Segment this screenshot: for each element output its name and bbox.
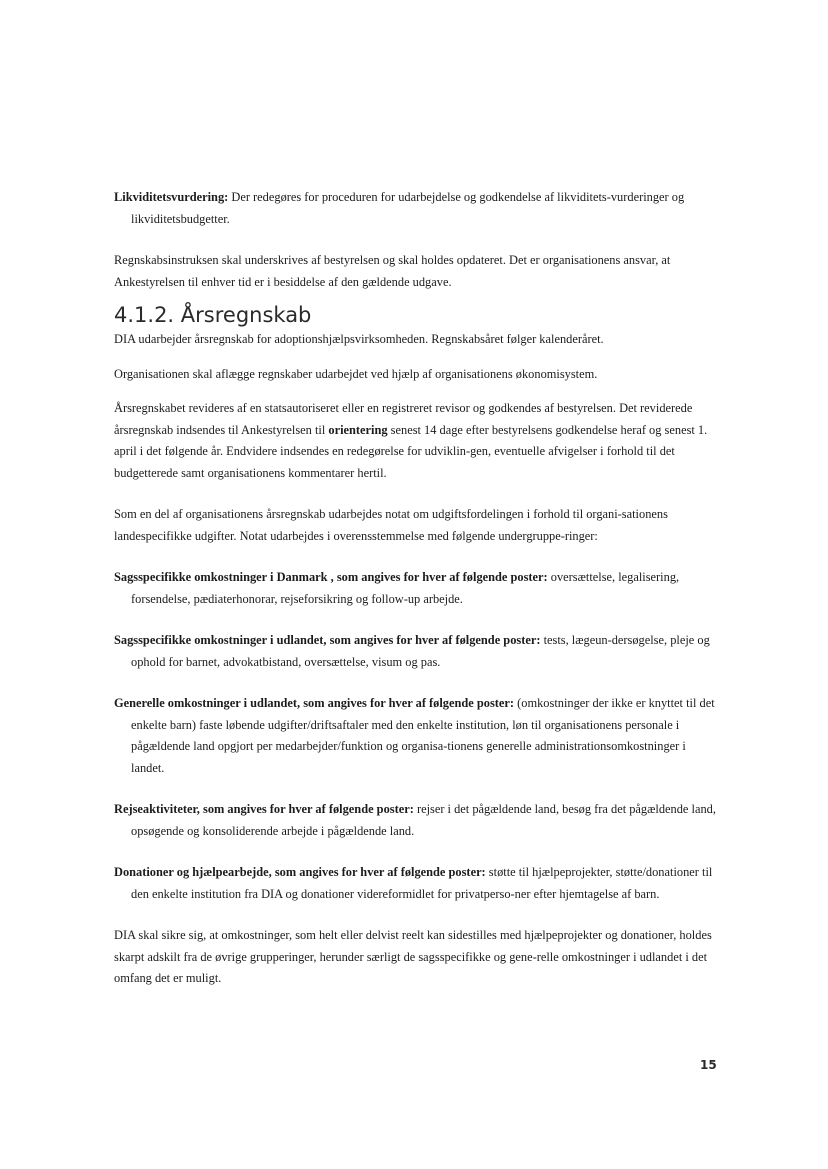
annual-report-intro: DIA udarbejder årsregnskab for adoptionshjælpsvirksomheden. Regnskabsåret følger kalenderåret. <box>114 332 604 346</box>
page-content <box>114 187 720 990</box>
audit-bold-word: orientering <box>328 422 388 437</box>
category-item <box>114 693 720 779</box>
category-lead: Generelle omkostninger i udlandet, som angives for hver af følgende poster: <box>114 696 515 710</box>
category-item <box>114 799 720 842</box>
audit-text-a: Årsregnskabet revideres af en statsautoriseret eller en registreret revisor og godkendes af bestyrelsen. Det reviderede årsregnskab indsendes til Ankestyrelsen til <box>114 401 693 437</box>
organisation-reports-paragraph: Organisationen skal aflægge regnskaber udarbejdet ved hjælp af organisationens økonomisystem. <box>114 366 598 381</box>
accounting-instructions-paragraph: Regnskabsinstruksen skal underskrives af bestyrelsen og skal holdes opdateret. Det er organisationens ansvar, at Ankestyrelsen til enhver tid er i besiddelse af den gældende udgave. <box>114 253 671 289</box>
audit-text-b: senest 14 dage efter bestyrelsens godkendelse heraf og senest 1. april i det følgende år. Endvidere indsendes en redegørelse for udviklin-gen, eventuelle afvigelser i forhold til det budgetterede samt organisationens kommentarer hertil. <box>114 422 708 480</box>
category-text: tests, lægeun-dersøgelse, pleje og ophold for barnet, advokatbistand, oversættelse, visum og pas. <box>131 633 710 669</box>
category-text: støtte til hjælpeprojekter, støtte/donationer til den enkelte institution fra DIA og donationer videreformidlet for privatperso-ner efter hjemtagelse af barn. <box>131 865 713 901</box>
category-lead: Sagsspecifikke omkostninger i udlandet, som angives for hver af følgende poster: <box>114 633 541 647</box>
expense-memo-paragraph: Som en del af organisationens årsregnskab udarbejdes notat om udgiftsfordelingen i forhold til organi-sationens landespecifikke udgifter. Notat udarbejdes i overensstemmelse med følgende undergruppe-ringer: <box>114 507 668 543</box>
category-item <box>114 567 720 610</box>
liquidity-assessment-paragraph <box>114 187 720 230</box>
category-text: rejser i det pågældende land, besøg fra det pågældende land, opsøgende og konsoliderende arbejde i pågældende land. <box>131 802 716 838</box>
category-text: (omkostninger der ikke er knyttet til det enkelte barn) faste løbende udgifter/driftsaftaler med den enkelte institution, løn til organisationens personale i pågældende land opgjort per medarbejder/funktion og organisa-tionens generelle administrationsomkostninger i landet. <box>131 696 715 775</box>
closing-paragraph: DIA skal sikre sig, at omkostninger, som helt eller delvist reelt kan sidestilles med hjælpeprojekter og donationer, holdes skarpt adskilt fra de øvrige grupperinger, herunder særligt de sagsspecifikke og gene-relle omkostninger i udlandet i det omfang det er muligt. <box>114 928 712 985</box>
page-number: 15 <box>700 1058 717 1072</box>
liquidity-assessment-lead: Likviditetsvurdering: <box>114 190 229 204</box>
category-lead: Donationer og hjælpearbejde, som angives for hver af følgende poster: <box>114 865 486 879</box>
category-lead: Rejseaktiviteter, som angives for hver af følgende poster: <box>114 802 414 816</box>
liquidity-assessment-text: Der redegøres for proceduren for udarbejdelse og godkendelse af likviditets-vurderinger og likviditetsbudgetter. <box>131 190 685 226</box>
audit-paragraph <box>114 398 720 484</box>
category-text: oversættelse, legalisering, forsendelse, pædiaterhonorar, rejseforsikring og follow-up arbejde. <box>131 570 680 606</box>
category-item <box>114 862 720 905</box>
section-heading: 4.1.2. Årsregnskab <box>114 303 312 327</box>
category-lead: Sagsspecifikke omkostninger i Danmark , som angives for hver af følgende poster: <box>114 570 548 584</box>
category-item <box>114 630 720 673</box>
